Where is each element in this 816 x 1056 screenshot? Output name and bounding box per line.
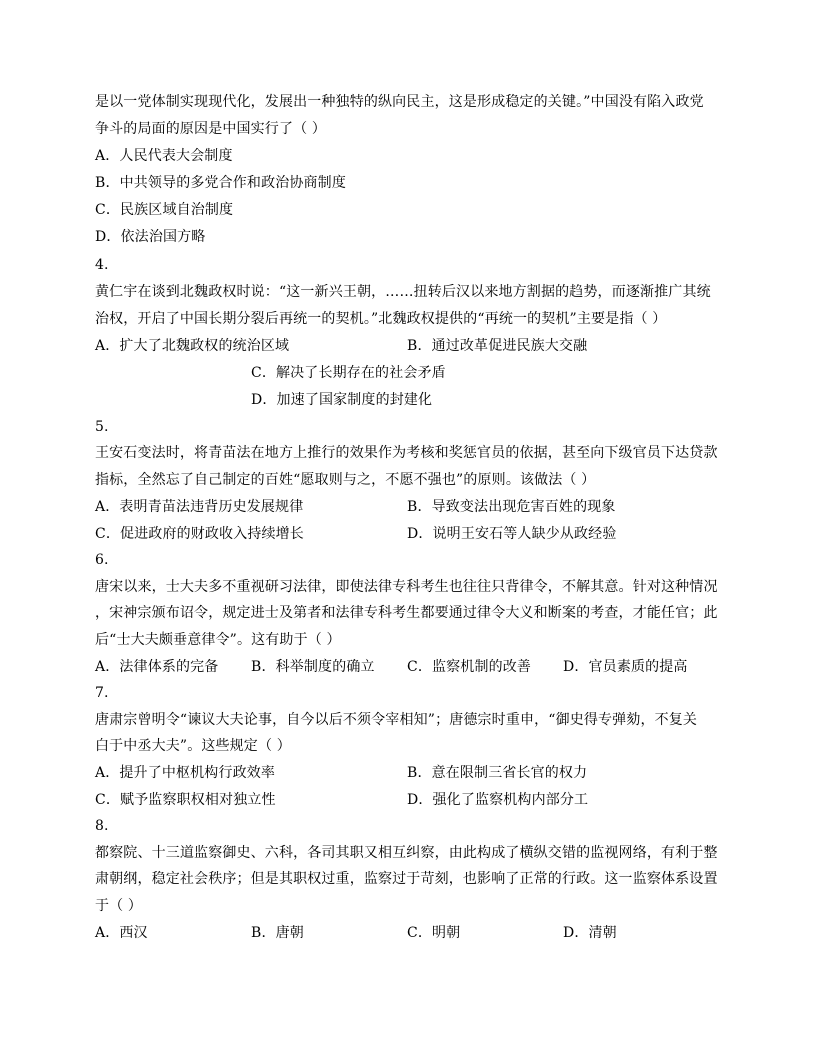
option-a: A．西汉: [95, 925, 148, 941]
question-text-line: 白于中丞大夫”。这些规定（ ）: [95, 738, 291, 754]
option-d: D．清朝: [563, 925, 617, 941]
option-b: B．导致变法出现危害百姓的现象: [407, 499, 616, 515]
option-a: A．扩大了北魏政权的统治区域: [95, 338, 290, 354]
option-c: C．监察机制的改善: [407, 659, 532, 675]
question-text-line: 黄仁宇在谈到北魏政权时说：“这一新兴王朝，……扭转后汉以来地方割据的趋势，而逐渐推广其统: [95, 284, 711, 300]
question-text-line: 争斗的局面的原因是中国实行了（ ）: [95, 121, 326, 137]
option-b: B．中共领导的多党合作和政治协商制度: [95, 175, 346, 191]
option-d: D．说明王安石等人缺少从政经验: [407, 526, 617, 542]
option-d: D．强化了监察机构内部分工: [407, 792, 589, 808]
option-d: D．依法治国方略: [95, 229, 206, 245]
question-number: 4.: [95, 257, 109, 273]
option-b: B．科举制度的确立: [251, 659, 375, 675]
question-number: 7.: [95, 685, 109, 701]
option-d: D．加速了国家制度的封建化: [251, 392, 433, 408]
option-a: A．表明青苗法违背历史发展规律: [95, 499, 304, 515]
option-b: B．通过改革促进民族大交融: [407, 338, 588, 354]
option-a: A．法律体系的完备: [95, 659, 219, 675]
question-text-line: 治权，开启了中国长期分裂后再统一的契机。”北魏政权提供的“再统一的契机”主要是指（ ）: [95, 311, 667, 327]
option-c: C．赋予监察职权相对独立性: [95, 792, 276, 808]
option-b: B．意在限制三省长官的权力: [407, 765, 588, 781]
question-text-line: 肃朝纲，稳定社会秩序；但是其职权过重，监察过于苛刻，也影响了正常的行政。这一监察体系设置: [95, 871, 718, 887]
option-d: D．官员素质的提高: [563, 659, 688, 675]
question-text-line: 唐宋以来，士大夫多不重视研习法律，即使法律专科考生也往往只背律令，不解其意。针对这种情况: [95, 579, 718, 595]
option-c: C．促进政府的财政收入持续增长: [95, 526, 304, 542]
option-c: C．民族区域自治制度: [95, 202, 234, 218]
question-text-line: 王安石变法时，将青苗法在地方上推行的效果作为考核和奖惩官员的依据，甚至向下级官员下达贷款: [95, 445, 718, 461]
question-text-line: 唐肃宗曾明令“谏议大夫论事，自今以后不须令宰相知”；唐德宗时重申，“御史得专弹劾，不复关: [95, 712, 698, 728]
option-b: B．唐朝: [251, 925, 304, 941]
question-text-line: 指标，全然忘了自己制定的百姓“愿取则与之，不愿不强也”的原则。该做法（ ）: [95, 472, 596, 488]
question-number: 5.: [95, 419, 109, 435]
question-number: 8.: [95, 818, 109, 834]
question-text-line: ，宋神宗颁布诏令，规定进士及第者和法律专科考生都要通过律令大义和断案的考查，才能任官；此: [95, 605, 718, 621]
question-text-line: 于（ ）: [95, 898, 143, 914]
option-a: A．提升了中枢机构行政效率: [95, 765, 276, 781]
question-number: 6.: [95, 552, 109, 568]
question-text-line: 都察院、十三道监察御史、六科，各司其职又相互纠察，由此构成了横纵交错的监视网络，有利于整: [95, 845, 718, 861]
option-c: C．解决了长期存在的社会矛盾: [251, 365, 446, 381]
question-text-line: 后“士大夫颇垂意律令”。这有助于（ ）: [95, 632, 341, 648]
question-text-line: 是以一党体制实现现代化，发展出一种独特的纵向民主，这是形成稳定的关键。”中国没有陷入政党: [95, 94, 704, 110]
option-c: C．明朝: [407, 925, 461, 941]
option-a: A．人民代表大会制度: [95, 148, 233, 164]
